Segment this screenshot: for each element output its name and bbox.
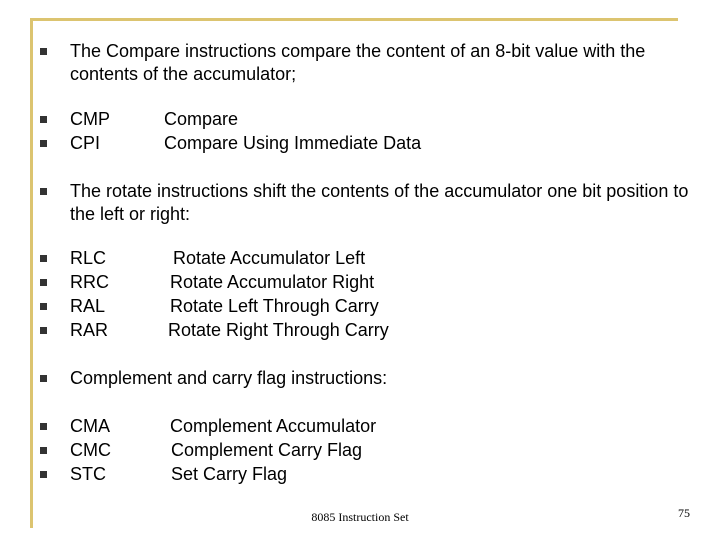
description: Rotate Right Through Carry bbox=[168, 320, 389, 340]
square-bullet-icon bbox=[40, 439, 63, 462]
square-bullet-icon bbox=[40, 271, 63, 294]
description: Compare bbox=[164, 109, 239, 129]
square-bullet-icon bbox=[40, 319, 63, 342]
square-bullet-icon bbox=[40, 247, 63, 270]
mnemonic: CMA bbox=[70, 416, 110, 436]
footer-title: 8085 Instruction Set bbox=[311, 510, 409, 524]
square-bullet-icon bbox=[40, 295, 63, 318]
frame-left-line bbox=[30, 18, 33, 528]
square-bullet-icon bbox=[40, 180, 63, 203]
description: Rotate Accumulator Right bbox=[170, 272, 375, 292]
page-number: 75 bbox=[678, 506, 690, 520]
description: Complement Accumulator bbox=[170, 416, 377, 436]
mnemonic: STC bbox=[70, 464, 106, 484]
description: Rotate Accumulator Left bbox=[173, 248, 366, 268]
square-bullet-icon bbox=[40, 108, 63, 131]
square-bullet-icon bbox=[40, 463, 63, 486]
mnemonic: RRC bbox=[70, 272, 109, 292]
square-bullet-icon bbox=[40, 367, 63, 390]
mnemonic: RAR bbox=[70, 320, 109, 340]
paragraph-text: The Compare instructions compare the content of an 8-bit value with the contents of the accumulator; bbox=[70, 41, 646, 84]
mnemonic: RAL bbox=[70, 296, 106, 316]
square-bullet-icon bbox=[40, 132, 63, 155]
frame-top-line bbox=[30, 18, 678, 21]
mnemonic: CPI bbox=[70, 133, 101, 153]
square-bullet-icon bbox=[40, 40, 63, 63]
mnemonic: CMP bbox=[70, 109, 110, 129]
square-bullet-icon bbox=[40, 415, 63, 438]
paragraph-text: Complement and carry flag instructions: bbox=[70, 368, 388, 388]
description: Rotate Left Through Carry bbox=[170, 296, 379, 316]
mnemonic: CMC bbox=[70, 440, 111, 460]
description: Compare Using Immediate Data bbox=[164, 133, 422, 153]
description: Complement Carry Flag bbox=[171, 440, 363, 460]
description: Set Carry Flag bbox=[171, 464, 288, 484]
mnemonic: RLC bbox=[70, 248, 107, 268]
paragraph-text: The rotate instructions shift the contents of the accumulator one bit position to the left or right: bbox=[70, 181, 689, 224]
